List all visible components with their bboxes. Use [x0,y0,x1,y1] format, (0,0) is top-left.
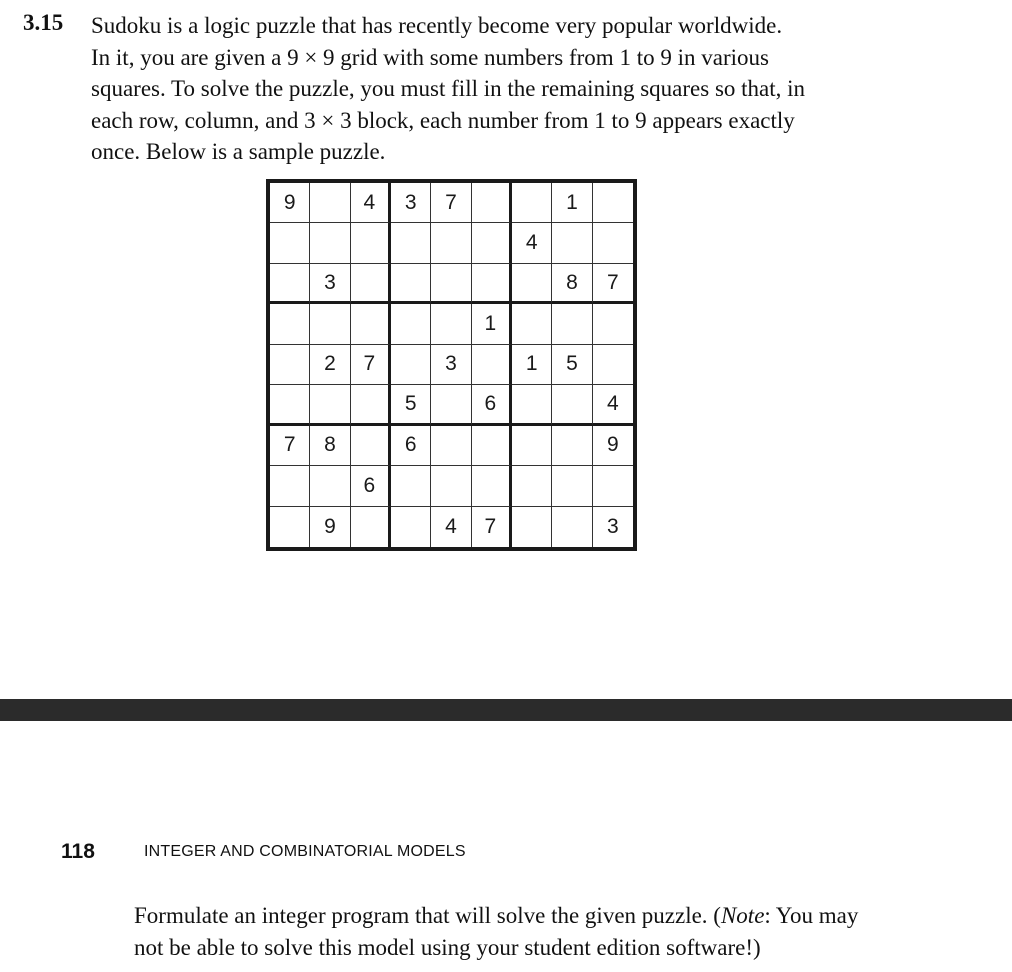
sudoku-cell [391,223,431,263]
sudoku-cell [270,345,310,385]
continuation-text-part: Formulate an integer program that will solve the given puzzle. ( [134,903,721,928]
sudoku-cell [512,426,552,466]
problem-line: Sudoku is a logic puzzle that has recently become very popular worldwide. [91,13,783,38]
sudoku-cell [431,304,471,344]
problem-line: each row, column, and 3 × 3 block, each number from 1 to 9 appears exactly [91,107,795,133]
sudoku-cell [270,304,310,344]
sudoku-cell [472,264,512,304]
sudoku-cell [512,304,552,344]
sudoku-cell [512,264,552,304]
sudoku-cell [351,223,391,263]
sudoku-cell [552,304,592,344]
sudoku-cell [351,426,391,466]
sudoku-cell [593,183,633,223]
sudoku-cell [472,466,512,506]
sudoku-cell [270,223,310,263]
sudoku-cell [351,507,391,547]
sudoku-cell: 7 [472,507,512,547]
sudoku-cell [552,507,592,547]
sudoku-cell [270,385,310,425]
continuation-text [134,900,994,963]
sudoku-cell [391,507,431,547]
sudoku-cell: 5 [391,385,431,425]
sudoku-cell [512,507,552,547]
sudoku-cell [472,183,512,223]
problem-line: squares. To solve the puzzle, you must fill in the remaining squares so that, in [91,76,806,101]
sudoku-cell [310,223,350,263]
sudoku-cell [351,264,391,304]
page-divider-bar [0,699,1012,721]
sudoku-cell [593,466,633,506]
sudoku-cell [391,345,431,385]
sudoku-cell: 4 [431,507,471,547]
sudoku-cell: 3 [431,345,471,385]
sudoku-cell [431,466,471,506]
sudoku-cell [431,264,471,304]
sudoku-cell [310,385,350,425]
sudoku-cell [593,304,633,344]
sudoku-cell: 3 [391,183,431,223]
sudoku-cell: 7 [431,183,471,223]
sudoku-cell: 4 [351,183,391,223]
sudoku-cell: 8 [310,426,350,466]
sudoku-cell [431,426,471,466]
sudoku-cell [351,385,391,425]
sudoku-cell: 4 [512,223,552,263]
sudoku-cell: 1 [552,183,592,223]
sudoku-cell [310,466,350,506]
sudoku-cell [431,385,471,425]
sudoku-cell: 8 [552,264,592,304]
running-head: INTEGER AND COMBINATORIAL MODELS [144,843,466,860]
page-number: 118 [61,840,95,863]
sudoku-cell [310,183,350,223]
sudoku-cell: 6 [472,385,512,425]
sudoku-cell: 1 [512,345,552,385]
sudoku-cell [512,183,552,223]
sudoku-cell [270,264,310,304]
sudoku-cell: 7 [351,345,391,385]
sudoku-cell [391,304,431,344]
sudoku-cell [593,345,633,385]
sudoku-cell: 9 [310,507,350,547]
sudoku-cell [431,223,471,263]
sudoku-grid [266,179,637,551]
sudoku-cell: 3 [310,264,350,304]
problem-statement [91,10,891,168]
sudoku-cell: 7 [270,426,310,466]
sudoku-cell: 5 [552,345,592,385]
sudoku-cell [552,466,592,506]
sudoku-cell: 6 [391,426,431,466]
sudoku-cell: 2 [310,345,350,385]
sudoku-cell: 3 [606,514,619,538]
sudoku-cell [552,385,592,425]
sudoku-cell [310,304,350,344]
sudoku-cell [512,466,552,506]
sudoku-cell [270,507,310,547]
continuation-line [134,900,994,932]
sudoku-cell: 7 [593,264,633,304]
problem-line: In it, you are given a 9 × 9 grid with some numbers from 1 to 9 in various [91,44,769,70]
continuation-line: not be able to solve this model using your student edition software!) [134,934,761,960]
sudoku-cell [512,385,552,425]
sudoku-cell [593,223,633,263]
problem-number: 3.15 [23,10,64,35]
problem-line: once. Below is a sample puzzle. [91,139,386,164]
sudoku-cell [472,345,512,385]
sudoku-cell [552,426,592,466]
continuation-text-part: : You may [764,903,859,928]
sudoku-cell [391,466,431,506]
sudoku-cell [391,264,431,304]
sudoku-cell: 6 [351,466,391,506]
sudoku-cell [351,304,391,344]
sudoku-cell: 1 [472,304,512,344]
sudoku-cell [472,223,512,263]
sudoku-cell: 9 [270,183,310,223]
note-label: Note [720,903,765,928]
sudoku-cell: 4 [593,385,633,425]
sudoku-cell [552,223,592,263]
sudoku-cell [270,466,310,506]
sudoku-cell [472,426,512,466]
sudoku-cell: 9 [593,426,633,466]
